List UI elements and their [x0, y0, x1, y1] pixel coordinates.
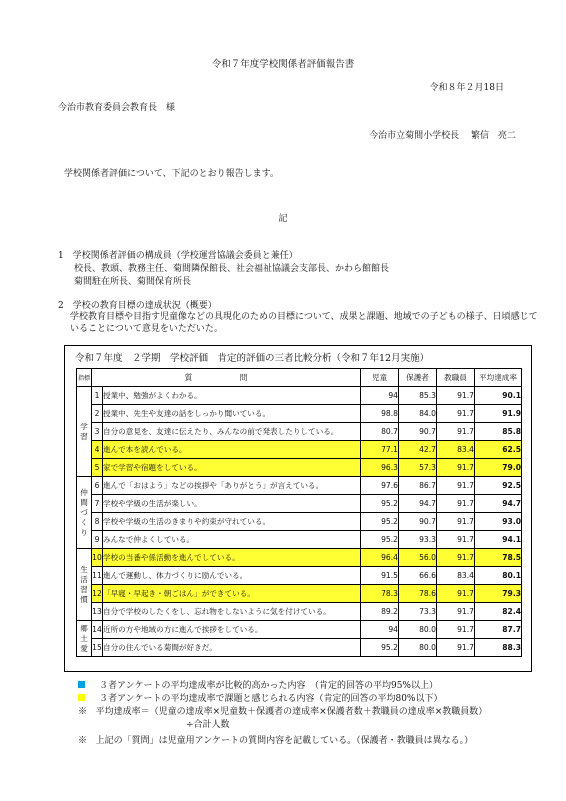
- question-number: 11: [92, 567, 103, 585]
- question-text: 学校の当番や係活動を進んでしている。: [103, 549, 361, 567]
- parent-value: 85.3: [399, 387, 437, 405]
- table-caption: 令和７年度 ２学期 学校評価 肯定的評価の三者比較分析（令和７年12月実施）: [75, 353, 430, 364]
- table-row: [77, 423, 522, 441]
- staff-value: 91.7: [437, 405, 475, 423]
- question-number: 10: [92, 549, 103, 567]
- category-cell: 仲 間 づ く り: [77, 477, 92, 549]
- question-number: 3: [92, 423, 103, 441]
- legend-yellow: [78, 691, 442, 704]
- staff-value: 83.4: [437, 567, 475, 585]
- addressee: 今治市教育委員会教育長 様: [58, 103, 176, 113]
- question-text: 進んで運動し、体力づくりに励んでいる。: [103, 567, 361, 585]
- question-number: 13: [92, 603, 103, 621]
- parent-value: 80.0: [399, 621, 437, 639]
- staff-value: 91.7: [437, 621, 475, 639]
- parent-value: 90.7: [399, 423, 437, 441]
- intro-text: 学校関係者評価について、下記のとおり報告します。: [64, 169, 279, 179]
- average-value: 85.8: [475, 423, 522, 441]
- table-row: [77, 477, 522, 495]
- parent-value: 93.3: [399, 531, 437, 549]
- average-value: 79.0: [475, 459, 522, 477]
- table-row: [77, 531, 522, 549]
- category-cell: 生 活 習 慣: [77, 549, 92, 621]
- ki-heading: 記: [278, 214, 288, 224]
- question-text: 学校や学級の生活が楽しい。: [103, 495, 361, 513]
- child-value: 97.6: [361, 477, 399, 495]
- parent-value: 90.7: [399, 513, 437, 531]
- child-value: 96.4: [361, 549, 399, 567]
- evaluation-table: [76, 368, 522, 657]
- table-row: [77, 441, 522, 459]
- category-cell: 郷 土 愛: [77, 621, 92, 657]
- child-value: 94: [361, 387, 399, 405]
- table-row: [77, 459, 522, 477]
- document-title: 令和７年度学校関係者評価報告書: [211, 59, 355, 70]
- staff-value: 91.7: [437, 513, 475, 531]
- staff-value: 91.7: [437, 459, 475, 477]
- child-value: 89.2: [361, 603, 399, 621]
- child-value: 77.1: [361, 441, 399, 459]
- header-question: 質 問: [92, 369, 361, 387]
- average-value: 88.3: [475, 639, 522, 657]
- note-mark: ※: [78, 736, 88, 746]
- child-value: 98.8: [361, 405, 399, 423]
- question-number: 2: [92, 405, 103, 423]
- average-value: 78.5: [475, 549, 522, 567]
- staff-value: 91.7: [437, 423, 475, 441]
- note-mark: ※: [78, 707, 88, 717]
- question-text: 家で学習や宿題をしている。: [103, 459, 361, 477]
- question-text: 進んで「おはよう」などの挨拶や「ありがとう」が言えている。: [103, 477, 361, 495]
- question-note: [78, 733, 473, 746]
- sender: 今治市立菊間小学校長 繁信 亮二: [369, 131, 516, 141]
- question-number: 4: [92, 441, 103, 459]
- staff-value: 91.7: [437, 585, 475, 603]
- parent-value: 66.6: [399, 567, 437, 585]
- parent-value: 73.3: [399, 603, 437, 621]
- header-staff: 教職員: [437, 369, 475, 387]
- blue-square-icon: [78, 681, 85, 688]
- question-text: 自分で学校のしたくをし、忘れ物をしないように気を付けている。: [103, 603, 361, 621]
- report-date: 令和８年２月18日: [429, 83, 504, 93]
- child-value: 95.2: [361, 495, 399, 513]
- question-number: 5: [92, 459, 103, 477]
- question-number: 9: [92, 531, 103, 549]
- question-number: 15: [92, 639, 103, 657]
- child-value: 94: [361, 621, 399, 639]
- average-value: 91.9: [475, 405, 522, 423]
- section2-heading: 2 学校の教育目標の達成状況（概要）: [58, 301, 217, 311]
- legend-blue: [78, 678, 438, 691]
- child-value: 80.7: [361, 423, 399, 441]
- average-value: 87.7: [475, 621, 522, 639]
- table-row: [77, 549, 522, 567]
- question-number: 12: [92, 585, 103, 603]
- question-text: 学校や学級の生活のきまりや約束が守れている。: [103, 513, 361, 531]
- formula-note: [78, 704, 487, 717]
- average-value: 80.1: [475, 567, 522, 585]
- parent-value: 78.6: [399, 585, 437, 603]
- question-text: 授業中、勉強がよくわかる。: [103, 387, 361, 405]
- header-avg: 平均達成率: [475, 369, 522, 387]
- table-row: [77, 621, 522, 639]
- table-row: [77, 405, 522, 423]
- legend-blue-text: ３者アンケートの平均達成率が比較的高かった内容 （肯定的回答の平均95%以上）: [99, 681, 438, 691]
- staff-value: 91.7: [437, 495, 475, 513]
- question-text: 進んで本を読んでいる。: [103, 441, 361, 459]
- question-number: 6: [92, 477, 103, 495]
- child-value: 96.3: [361, 459, 399, 477]
- staff-value: 91.7: [437, 477, 475, 495]
- parent-value: 94.7: [399, 495, 437, 513]
- question-text: 自分の意見を、友達に伝えたり、みんなの前で発表したりしている。: [103, 423, 361, 441]
- legend-yellow-text: ３者アンケートの平均達成率で課題と感じられる内容（肯定的回答の平均80%以下）: [99, 694, 443, 704]
- question-number: 1: [92, 387, 103, 405]
- table-row: [77, 495, 522, 513]
- average-value: 82.4: [475, 603, 522, 621]
- table-row: [77, 585, 522, 603]
- question-number: 14: [92, 621, 103, 639]
- question-text: 自分の住んでいる菊間が好きだ。: [103, 639, 361, 657]
- average-value: 62.5: [475, 441, 522, 459]
- formula-line-1: 平均達成率＝（児童の達成率×児童数＋保護者の達成率×保護者数＋教職員の達成率×教職員数）: [95, 707, 488, 717]
- average-value: 94.1: [475, 531, 522, 549]
- question-number: 8: [92, 513, 103, 531]
- category-cell: 学 習: [77, 387, 92, 477]
- average-value: 90.1: [475, 387, 522, 405]
- parent-value: 42.7: [399, 441, 437, 459]
- parent-value: 57.3: [399, 459, 437, 477]
- question-text: 近所の方や地域の方に進んで挨拶をしている。: [103, 621, 361, 639]
- child-value: 95.2: [361, 531, 399, 549]
- parent-value: 80.0: [399, 639, 437, 657]
- evaluation-table-box: [64, 345, 532, 672]
- header-category: 指標: [77, 369, 92, 387]
- table-row: [77, 603, 522, 621]
- average-value: 79.3: [475, 585, 522, 603]
- average-value: 92.5: [475, 477, 522, 495]
- table-header-row: [77, 369, 522, 387]
- question-note-text: 上記の「質問」は児童用アンケートの質問内容を記載している。（保護者・教職員は異なる。）: [95, 736, 474, 746]
- question-text: みんなで仲よくしている。: [103, 531, 361, 549]
- staff-value: 83.4: [437, 441, 475, 459]
- staff-value: 91.7: [437, 603, 475, 621]
- average-value: 94.7: [475, 495, 522, 513]
- child-value: 91.5: [361, 567, 399, 585]
- question-number: 7: [92, 495, 103, 513]
- average-value: 93.0: [475, 513, 522, 531]
- table-row: [77, 567, 522, 585]
- parent-value: 86.7: [399, 477, 437, 495]
- child-value: 95.2: [361, 639, 399, 657]
- formula-line-2: ÷合計人数: [186, 720, 230, 730]
- child-value: 95.2: [361, 513, 399, 531]
- table-row: [77, 387, 522, 405]
- section2-paragraph: 学校教育目標や目指す児童像などの具現化のための目標について、成果と課題、地域での子どもの様子、日頃感じていることについて意見をいただいた。: [70, 312, 538, 334]
- staff-value: 91.7: [437, 531, 475, 549]
- question-text: 「早寝・早起き・朝ごはん」ができている。: [103, 585, 361, 603]
- question-text: 授業中、先生や友達の話をしっかり聞いている。: [103, 405, 361, 423]
- section1-line: 菊間駐在所長、菊間保育所長: [74, 277, 192, 287]
- header-child: 児童: [361, 369, 399, 387]
- staff-value: 91.7: [437, 549, 475, 567]
- table-row: [77, 513, 522, 531]
- header-parent: 保護者: [399, 369, 437, 387]
- table-row: [77, 639, 522, 657]
- child-value: 78.3: [361, 585, 399, 603]
- yellow-square-icon: [78, 694, 85, 701]
- parent-value: 84.0: [399, 405, 437, 423]
- staff-value: 91.7: [437, 639, 475, 657]
- staff-value: 91.7: [437, 387, 475, 405]
- section1-line: 校長、教頭、教務主任、菊間隣保館長、社会福祉協議会支部長、かわら館館長: [74, 264, 390, 274]
- parent-value: 56.0: [399, 549, 437, 567]
- section1-heading: 1 学校関係者評価の構成員（学校運営協議会委員と兼任）: [58, 251, 298, 261]
